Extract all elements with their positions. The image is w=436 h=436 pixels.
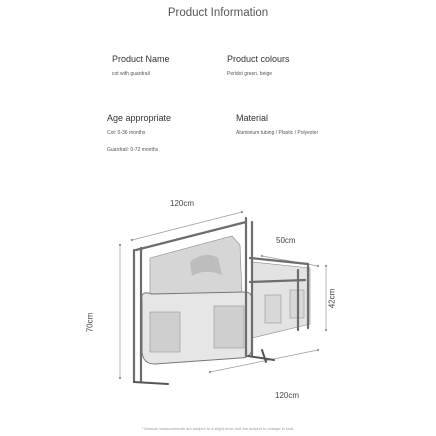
dim-depth: 50cm xyxy=(276,236,296,245)
side-window-left xyxy=(265,295,281,323)
mesh-window-left xyxy=(150,312,180,352)
dim-top-width: 120cm xyxy=(170,199,195,208)
age-appropriate-label: Age appropriate xyxy=(107,113,172,123)
product-colours-label: Product colours xyxy=(227,54,290,64)
product-name-value: cot with guardrail xyxy=(112,71,150,77)
footnote: * Manual measurements are subject to a slight error and are subject to change in kind. xyxy=(141,426,295,431)
page-title: Product Information xyxy=(167,7,269,19)
product-colours-value: Peridot green, beige xyxy=(227,71,273,77)
dim-side-height: 42cm xyxy=(327,288,337,309)
material-value: Aluminium tubing / Plastic / Polyester xyxy=(236,130,319,136)
material-label: Material xyxy=(236,113,269,123)
product-name-label: Product Name xyxy=(112,54,170,64)
dim-bottom-width: 120cm xyxy=(275,391,300,400)
age-cot-value: Cot: 0-36 months xyxy=(107,130,146,136)
age-guardrail-value: Guardrail: 0-72 months xyxy=(107,147,159,153)
mesh-window-right xyxy=(214,306,244,348)
dim-total-height: 70cm xyxy=(85,312,95,333)
